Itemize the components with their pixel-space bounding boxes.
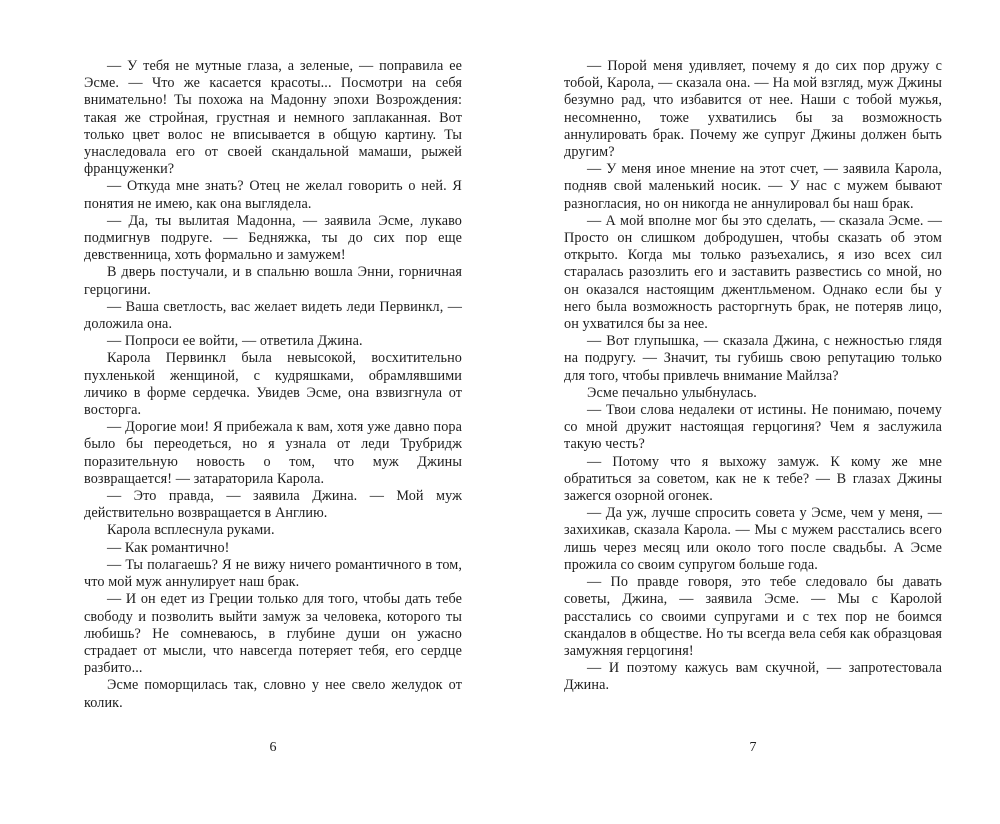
paragraph: — Это правда, — заявила Джина. — Мой муж действительно возвращается в Англию. [84, 488, 462, 522]
paragraph: — Потому что я выхожу замуж. К кому же мне обратиться за советом, как не к тебе? — В глазах Джины зажегся озорной огонек. [564, 453, 942, 505]
page-left [84, 0, 462, 824]
page-right [564, 0, 942, 824]
paragraph: — Попроси ее войти, — ответила Джина. [107, 333, 363, 350]
paragraph: — Откуда мне знать? Отец не желал говорить о ней. Я понятия не имею, как она выглядела. [84, 178, 462, 212]
paragraph: — Да, ты вылитая Мадонна, — заявила Эсме, лукаво подмигнув подруге. — Бедняжка, ты до сих пор еще девственница, хоть формально и замужем! [84, 212, 462, 264]
paragraph: — Вот глупышка, — сказала Джина, с нежностью глядя на подругу. — Значит, ты губишь свою репутацию только для того, чтобы привлечь внимание Майлза? [564, 333, 942, 384]
paragraph: — А мой вполне мог бы это сделать, — сказала Эсме. — Просто он слишком добродушен, чтобы сказать об этом открыто. Когда мы только разъехались, я изо всех сил старалась разозлить его и заставить развестись со мной, но он оказался настоящим джентльменом. Однако если бы у него была возможность расторгнуть брак, не потеряв лицо, он ухватился бы за нее. [564, 212, 942, 333]
paragraph: Карола Первинкл была невысокой, восхитительно пухленькой женщиной, с кудряшками, обрамлявшими личико в форме сердечка. Увидев Эсме, она взвизгнула от восторга. [84, 350, 462, 419]
paragraph: — Как романтично! [107, 539, 230, 556]
paragraph: Эсме поморщилась так, словно у нее свело желудок от колик. [84, 677, 462, 711]
paragraph: Эсме печально улыбнулась. [587, 384, 757, 401]
paragraph: — Ты полагаешь? Я не вижу ничего романтичного в том, что мой муж аннулирует наш брак. [84, 556, 462, 591]
page-number-right: 7 [749, 740, 757, 755]
paragraph: — И поэтому кажусь вам скучной, — запротестовала Джина. [564, 660, 942, 694]
paragraph: — Порой меня удивляет, почему я до сих пор дружу с тобой, Карола, — сказала она. — На мой взгляд, муж Джины безумно рад, что избавится от нее. Наши с тобой мужья, несомненно, тоже ухватились бы за возможность аннулировать брак. Почему же супруг Джины должен быть другим? [564, 58, 942, 161]
paragraph: — Дорогие мои! Я прибежала к вам, хотя уже давно пора было бы переодеться, но я узнала от леди Трубридж поразительную новость о том, что муж Джины возвращается! — затараторила Карола. [84, 419, 462, 487]
text-column-left [84, 58, 462, 712]
paragraph: — Твои слова недалеки от истины. Не понимаю, почему со мной дружит настоящая герцогиня? Чем я заслужила такую честь? [564, 402, 942, 453]
paragraph: — У меня иное мнение на этот счет, — заявила Карола, подняв свой маленький носик. — У нас с мужем бывают разногласия, но он никогда не аннулировал бы наш брак. [564, 161, 942, 212]
paragraph: — И он едет из Греции только для того, чтобы дать тебе свободу и позволить выйти замуж за человека, которого ты любишь? Не сомневаюсь, в глубине души он ужасно страдает от мысли, что навсегда потеряет тебя, его сердце разбито... [84, 591, 462, 677]
paragraph: Карола всплеснула руками. [107, 522, 275, 539]
paragraph: — У тебя не мутные глаза, а зеленые, — поправила ее Эсме. — Что же касается красоты... Посмотри на себя внимательно! Ты похожа на Мадонну эпохи Возрождения: такая же стройная, грустная и немного заплаканная. Вот только цвет волос не вписывается в общую картину. Ты унаследовала его от своей скандальной мамаши, рыжей француженки? [84, 58, 462, 178]
paragraph: — По правде говоря, это тебе следовало бы давать советы, Джина, — заявила Эсме. — Мы с Каролой расстались со своими супругами и с тех пор не боимся скандалов в обществе. Но ты всегда вела себя как образцовая замужняя герцогиня! [564, 574, 942, 659]
paragraph: В дверь постучали, и в спальню вошла Энни, горничная герцогини. [84, 264, 462, 298]
paragraph: — Ваша светлость, вас желает видеть леди Первинкл, — доложила она. [84, 298, 462, 333]
paragraph: — Да уж, лучше спросить совета у Эсме, чем у меня, — захихикав, сказала Карола. — Мы с мужем расстались всего лишь через месяц или около того после свадьбы. А Эсме прожила со своим супругом больше года. [564, 505, 942, 573]
page-number-left: 6 [269, 740, 277, 755]
text-column-right [564, 58, 942, 695]
